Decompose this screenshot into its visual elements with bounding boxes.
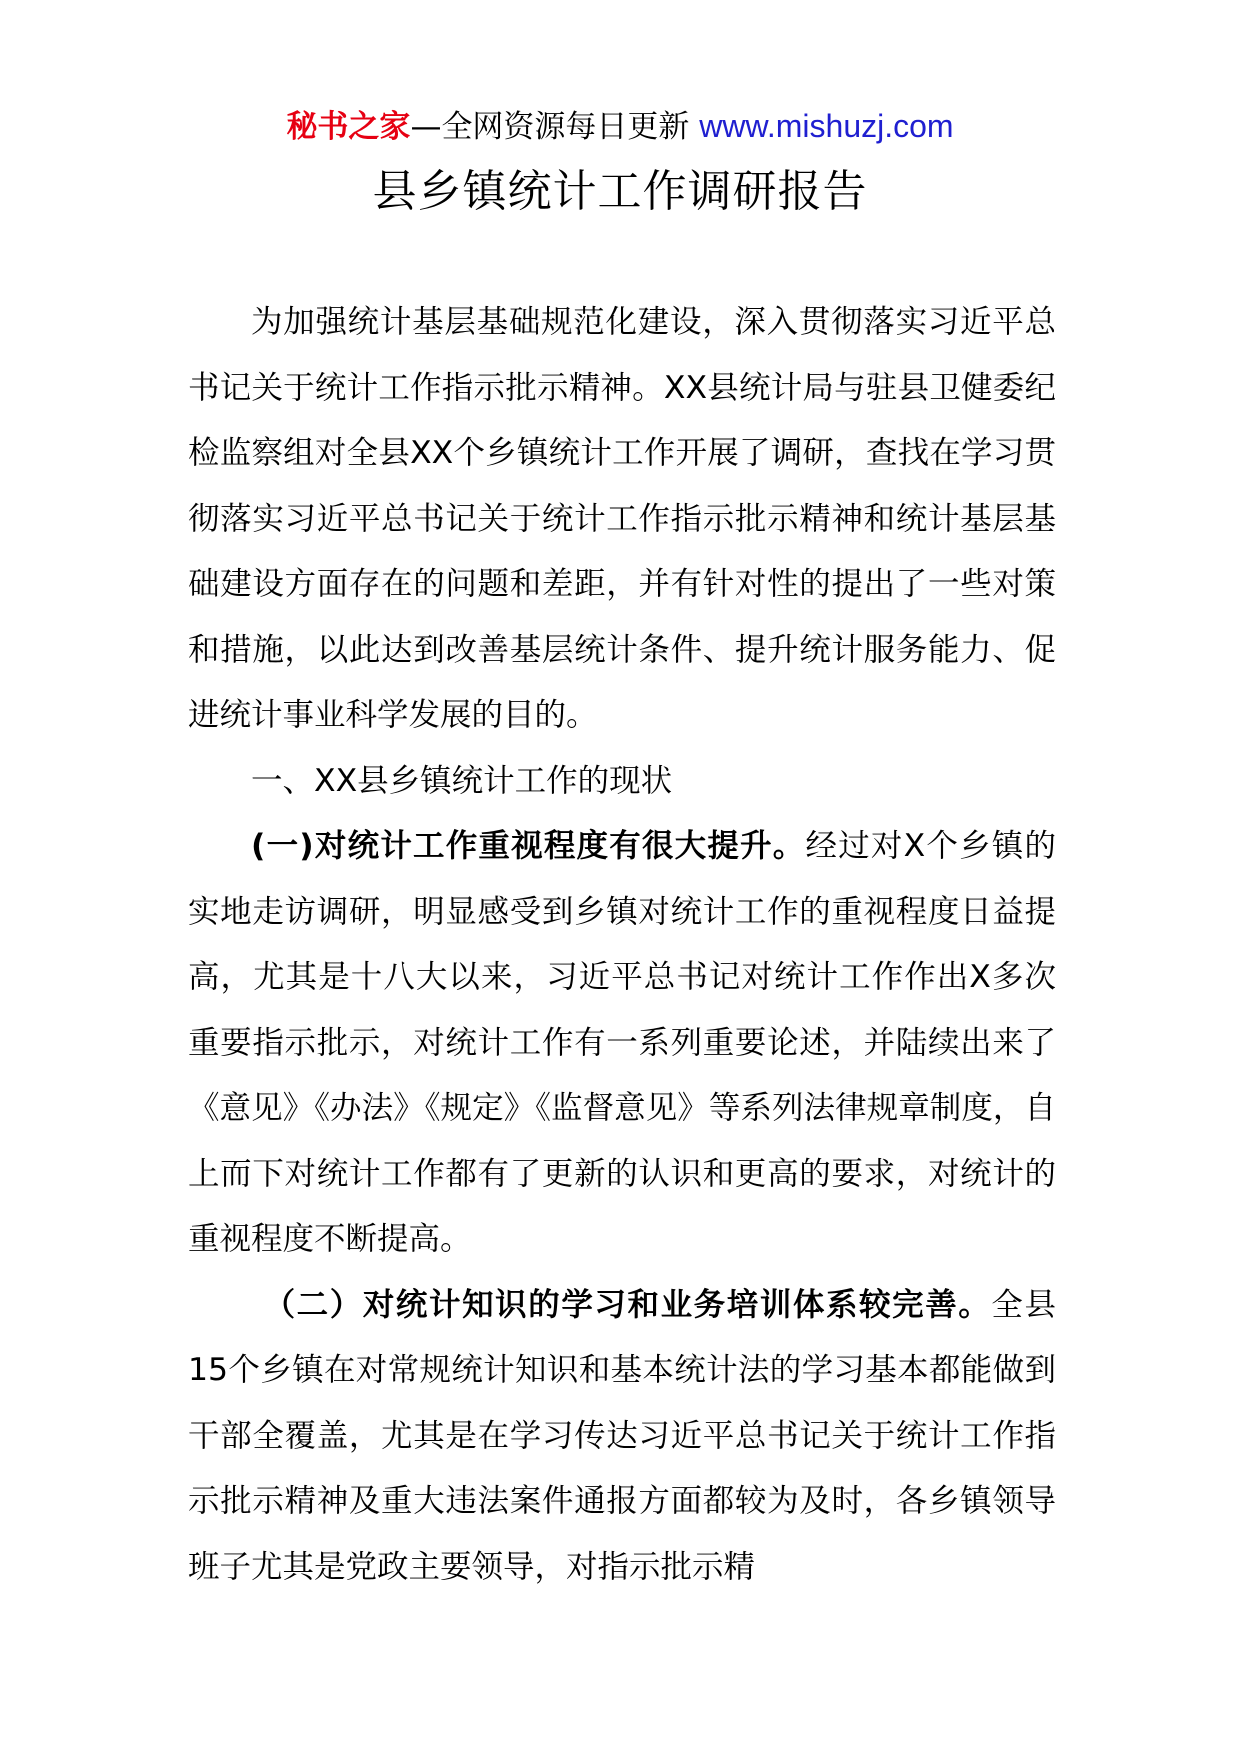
site-banner bbox=[0, 104, 1240, 149]
section-heading: 一、XX县乡镇统计工作的现状 bbox=[251, 762, 673, 799]
document-title: 县乡镇统计工作调研报告 bbox=[372, 166, 868, 217]
item-heading-1: (一)对统计工作重视程度有很大提升。 bbox=[251, 828, 806, 864]
banner-slogan: —全网资源每日更新 bbox=[410, 109, 700, 145]
item-heading-2: （二）对统计知识的学习和业务培训体系较完善。 bbox=[263, 1286, 992, 1323]
banner-url-link[interactable]: www.mishuzj.com bbox=[699, 108, 954, 144]
banner-brand: 秘书之家 bbox=[286, 109, 411, 145]
document-body bbox=[188, 290, 1056, 1600]
item-text-1: 经过对X个乡镇的实地走访调研，明显感受到乡镇对统计工作的重视程度日益提高，尤其是十八大以来，习近平总书记对统计工作作出X多次重要指示批示，对统计工作有一系列重要论述，并陆续出来了《意见》《办法》《规定》《监督意见》等系列法律规章制度，自上而下对统计工作都有了更新的认识和更高的要求，对统计的重视程度不断提高。 bbox=[188, 828, 1056, 1257]
item-text-2: 全县15个乡镇在对常规统计知识和基本统计法的学习基本都能做到干部全覆盖，尤其是在学习传达习近平总书记关于统计工作指示批示精神及重大违法案件通报方面都较为及时，各乡镇领导班子尤其是党政主要领导，对指示批示精 bbox=[188, 1286, 1056, 1585]
item-paragraph-1 bbox=[188, 814, 1056, 1273]
intro-paragraph: 为加强统计基层基础规范化建设，深入贯彻落实习近平总书记关于统计工作指示批示精神。XX县统计局与驻县卫健委纪检监察组对全县XX个乡镇统计工作开展了调研，查找在学习贯彻落实习近平总书记关于统计工作指示批示精神和统计基层基础建设方面存在的问题和差距，并有针对性的提出了一些对策和措施，以此达到改善基层统计条件、提升统计服务能力、促进统计事业科学发展的目的。 bbox=[188, 304, 1056, 733]
item-paragraph-2 bbox=[188, 1273, 1056, 1601]
